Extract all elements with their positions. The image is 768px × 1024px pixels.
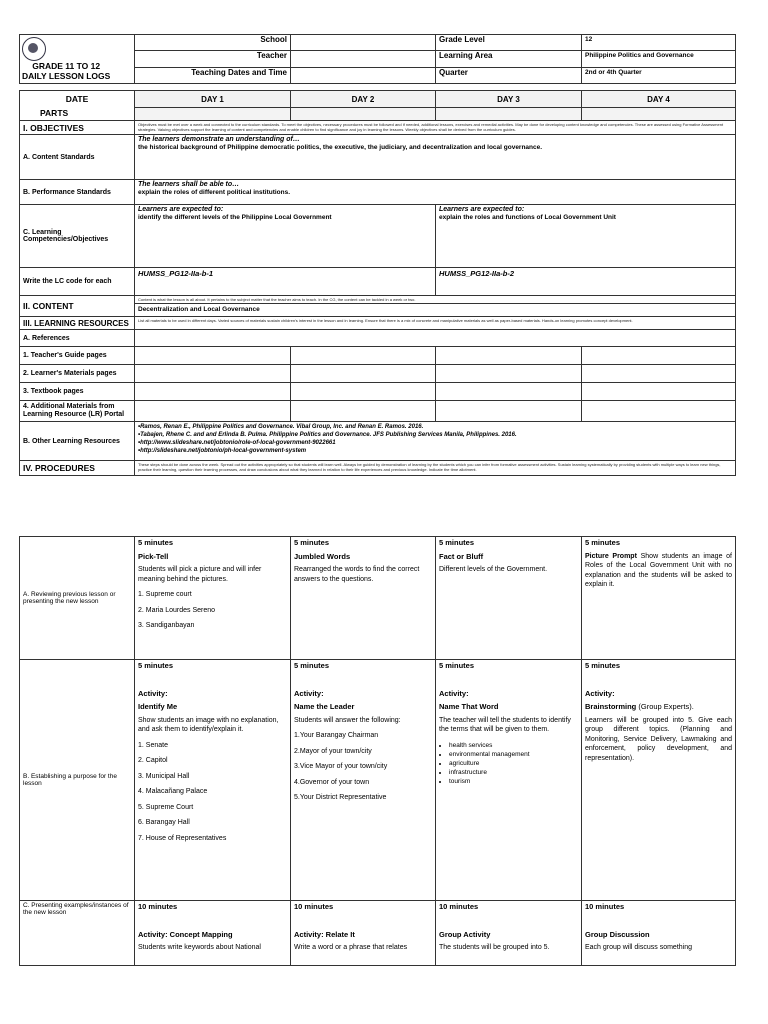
- parts-label: PARTS: [40, 107, 69, 118]
- date-parts-cell: [20, 91, 135, 121]
- purpose-d2-time: 5 minutes: [294, 661, 330, 670]
- purpose-d3-time: 5 minutes: [439, 661, 475, 670]
- review-day-2: [291, 537, 436, 660]
- purpose-day-1: [135, 660, 291, 901]
- tb-day-1: [135, 383, 291, 401]
- lm-day-2: [291, 365, 436, 383]
- lr-day-4: [582, 401, 736, 422]
- learning-resources-label: III. LEARNING RESOURCES: [20, 317, 135, 330]
- purpose-day-2: [291, 660, 436, 901]
- content-standards-label: A. Content Standards: [20, 135, 135, 180]
- school-value: [291, 35, 436, 51]
- list-item: • tourism: [449, 777, 578, 786]
- school-label: School: [135, 35, 291, 51]
- competencies-cell-b: [436, 205, 736, 268]
- references-label: A. References: [20, 330, 135, 347]
- other-resources-label: B. Other Learning Resources: [20, 422, 135, 461]
- review-d1-item: 2. Maria Lourdes Sereno: [138, 606, 216, 614]
- review-d4-desc: Show students an image of Roles of the Local Government Unit with no explanation and the students will be asked to explain it.: [585, 552, 732, 588]
- presenting-d3-desc: The students will be grouped into 5.: [439, 944, 550, 951]
- purpose-d2-item: 2.Mayor of your town/city: [294, 747, 372, 755]
- document-title: GRADE 11 TO 12 DAILY LESSON LOGS: [22, 61, 111, 81]
- presenting-day-1: [135, 901, 291, 966]
- purpose-label: B. Establishing a purpose for the lesson: [20, 660, 135, 901]
- review-d2-desc: Rearranged the words to find the correct answers to the questions.: [294, 566, 420, 583]
- review-d4-time: 5 minutes: [585, 538, 621, 547]
- teacher-label: Teacher: [135, 51, 291, 67]
- other-resources-list: [135, 422, 736, 461]
- list-item: • health services: [449, 741, 578, 750]
- teachers-guide-label: 1. Teacher's Guide pages: [20, 347, 135, 365]
- day-4-date: [582, 108, 736, 121]
- teaching-dates-value: [291, 67, 436, 83]
- review-d1-desc: Students will pick a picture and will infer meaning behind the pictures.: [138, 566, 262, 583]
- learning-area-value: Philippine Politics and Governance: [582, 51, 736, 67]
- content-standards-cell: [135, 135, 736, 180]
- review-d2-time: 5 minutes: [294, 538, 330, 547]
- grade-level-value: 12: [582, 35, 736, 51]
- purpose-d2-title: Name the Leader: [294, 702, 355, 711]
- performance-standards-lead: The learners shall be able to…: [138, 181, 240, 188]
- content-standards-text: the historical background of Philippine democratic politics, the executive, the judiciary, and decentralization and local governance.: [138, 144, 543, 151]
- presenting-d4-title: Group Discussion: [585, 929, 650, 939]
- competencies-text-a: identify the different levels of the Philippine Local Government: [138, 214, 332, 221]
- other-resource-link[interactable]: •http://www.slideshare.net/jobtonio/role-of-local-government-9022661: [138, 440, 336, 446]
- tg-day-1: [135, 347, 291, 365]
- lr-day-3: [436, 401, 582, 422]
- review-d1-item: 1. Supreme court: [138, 591, 192, 598]
- review-d4-title: Picture Prompt: [585, 552, 637, 560]
- spacer-row: [20, 84, 736, 91]
- presenting-d2-time: 10 minutes: [294, 902, 334, 911]
- purpose-d4-desc: Learners will be grouped into 5. Give each group different topics. (Planning and Monitoring, Service Delivery, Lawmaking and enforcement, policy development, and representation).: [585, 716, 732, 762]
- review-day-3: [436, 537, 582, 660]
- purpose-day-4: [582, 660, 736, 901]
- other-resource-item: •Tabajen, Rhene C. and and Erlinda B. Pulma. Philippine Politics and Governance. JFS Publishing Services Manila, Philippines. 2016.: [138, 432, 517, 438]
- presenting-d1-time: 10 minutes: [138, 902, 178, 911]
- content-standards-lead: The learners demonstrate an understanding of…: [138, 136, 300, 143]
- review-label: A. Reviewing previous lesson or presenting the new lesson: [20, 537, 135, 660]
- day-4-header: DAY 4: [582, 91, 736, 108]
- purpose-d2-item: 1.Your Barangay Chairman: [294, 732, 379, 739]
- lr-day-2: [291, 401, 436, 422]
- procedures-label: IV. PROCEDURES: [20, 461, 135, 476]
- competencies-lead-a: Learners are expected to:: [138, 206, 224, 213]
- content-note: Content is what the lesson is all about. It pertains to the subject matter that the teacher aims to teach. In the CG, the content can be tackled in a week or two.: [135, 296, 736, 304]
- day-1-date: [135, 108, 291, 121]
- objectives-label: I. OBJECTIVES: [20, 121, 135, 135]
- day-2-header: DAY 2: [291, 91, 436, 108]
- tg-day-3: [436, 347, 582, 365]
- purpose-d4-activity: Activity:: [585, 688, 615, 698]
- presenting-d2-title: Activity: Relate It: [294, 929, 355, 939]
- teacher-value: [291, 51, 436, 67]
- review-d1-time: 5 minutes: [138, 538, 174, 547]
- day-1-header: DAY 1: [135, 91, 291, 108]
- other-resource-link[interactable]: •http://slideshare.net/jobtonio/ph-local-government-system: [138, 448, 307, 454]
- presenting-day-4: [582, 901, 736, 966]
- content-label: II. CONTENT: [20, 296, 135, 317]
- tg-day-4: [582, 347, 736, 365]
- other-resource-item: •Ramos, Renan E., Philippine Politics and Governance. Vibal Group, Inc. and Renan E. Ramos. 2016.: [138, 424, 424, 430]
- tb-day-3: [436, 383, 582, 401]
- presenting-day-3: [436, 901, 582, 966]
- purpose-d2-item: 4.Governor of your town: [294, 778, 370, 786]
- presenting-d1-desc: Students write keywords about National: [138, 944, 261, 951]
- quarter-label: Quarter: [436, 67, 582, 83]
- review-d3-title: Fact or Bluff: [439, 551, 484, 561]
- review-d1-title: Pick-Tell: [138, 551, 169, 561]
- purpose-d4-title-suffix: (Group Experts).: [638, 702, 694, 711]
- performance-standards-text: explain the roles of different political institutions.: [138, 189, 291, 196]
- presenting-d4-desc: Each group will discuss something: [585, 944, 692, 951]
- purpose-d2-item: 3.Vice Mayor of your town/city: [294, 763, 388, 770]
- purpose-day-3: [436, 660, 582, 901]
- purpose-d1-desc: Show students an image with no explanation, and ask them to identify/explain it.: [138, 716, 279, 733]
- purpose-d1-item: 7. House of Representatives: [138, 834, 227, 842]
- purpose-d3-activity: Activity:: [439, 688, 469, 698]
- references-cell: [135, 330, 736, 347]
- lc-code-a: HUMSS_PG12-IIa-b-1: [135, 268, 436, 296]
- presenting-d3-time: 10 minutes: [439, 902, 479, 911]
- performance-standards-label: B. Performance Standards: [20, 180, 135, 205]
- lc-code-b: HUMSS_PG12-IIa-b-2: [436, 268, 736, 296]
- review-d1-item: 3. Sandiganbayan: [138, 622, 195, 629]
- presenting-day-2: [291, 901, 436, 966]
- purpose-d1-time: 5 minutes: [138, 661, 174, 670]
- procedures-note: These steps should be done across the week. Spread out the activities appropriately so that students will learn well. Always be guided by demonstration of learning by the students which you can infer from formative assessment activities. Sustain learning systematically by providing students with multiple ways to learn new things, practice their learning, question their learning processes, and draw conclusions about what they learned in relation to their life experiences and previous knowledge. Indicate the time allotment.: [135, 461, 736, 476]
- performance-standards-cell: [135, 180, 736, 205]
- lr-day-1: [135, 401, 291, 422]
- learning-area-label: Learning Area: [436, 51, 582, 67]
- presenting-d1-title: Activity: Concept Mapping: [138, 929, 233, 939]
- tb-day-4: [582, 383, 736, 401]
- day-3-header: DAY 3: [436, 91, 582, 108]
- procedures-sheet: [19, 536, 736, 966]
- tg-day-2: [291, 347, 436, 365]
- presenting-d4-time: 10 minutes: [585, 902, 625, 911]
- review-day-4: [582, 537, 736, 660]
- deped-seal-icon: [22, 37, 46, 61]
- purpose-d1-item: 5. Supreme Court: [138, 803, 194, 811]
- list-item: • infrastructure: [449, 768, 578, 777]
- lr-portal-label: 4. Additional Materials from Learning Resource (LR) Portal: [20, 401, 135, 422]
- competencies-label: C. Learning Competencies/Objectives: [20, 205, 135, 268]
- purpose-d4-title: Brainstorming: [585, 702, 637, 711]
- competencies-text-b: explain the roles and functions of Local Government Unit: [439, 214, 616, 221]
- learners-materials-label: 2. Learner's Materials pages: [20, 365, 135, 383]
- day-2-date: [291, 108, 436, 121]
- purpose-d1-item: 3. Municipal Hall: [138, 772, 190, 780]
- lc-code-label: Write the LC code for each: [20, 268, 135, 296]
- purpose-d1-item: 1. Senate: [138, 741, 168, 749]
- purpose-d4-time: 5 minutes: [585, 661, 621, 670]
- purpose-d3-desc: The teacher will tell the students to identify the terms that will be given to them.: [439, 716, 571, 733]
- purpose-d1-item: 4. Malacañang Palace: [138, 788, 208, 795]
- purpose-d2-activity: Activity:: [294, 688, 324, 698]
- purpose-d1-item: 6. Barangay Hall: [138, 819, 190, 826]
- learning-resources-note: List all materials to be used in different days. Varied sources of materials sustain children's interest in the lesson and in learning. Ensure that there is a mix of concrete and manipulative materials as well as paper-based materials. Hands-on learning promotes concept development.: [135, 317, 736, 330]
- purpose-d2-item: 5.Your District Representative: [294, 794, 387, 801]
- purpose-d3-title: Name That Word: [439, 702, 499, 711]
- day-3-date: [436, 108, 582, 121]
- lm-day-1: [135, 365, 291, 383]
- list-item: • environmental management: [449, 750, 578, 759]
- review-d3-desc: Different levels of the Government.: [439, 566, 548, 573]
- lesson-log-header-sheet: [19, 34, 736, 476]
- competencies-cell-a: [135, 205, 436, 268]
- competencies-lead-b: Learners are expected to:: [439, 206, 525, 213]
- purpose-d2-desc: Students will answer the following:: [294, 716, 401, 724]
- header-logo-cell: [20, 35, 135, 84]
- purpose-d1-item: 2. Capitol: [138, 757, 168, 764]
- review-d2-title: Jumbled Words: [294, 551, 351, 561]
- purpose-d1-activity: Activity:: [138, 688, 168, 698]
- presenting-label: C. Presenting examples/instances of the new lesson: [20, 901, 135, 966]
- review-d3-time: 5 minutes: [439, 538, 475, 547]
- presenting-d3-title: Group Activity: [439, 929, 491, 939]
- tb-day-2: [291, 383, 436, 401]
- teaching-dates-label: Teaching Dates and Time: [135, 67, 291, 83]
- presenting-d2-desc: Write a word or a phrase that relates: [294, 944, 408, 951]
- review-day-1: [135, 537, 291, 660]
- purpose-d3-list: [439, 741, 578, 786]
- grade-level-label: Grade Level: [436, 35, 582, 51]
- content-text: Decentralization and Local Governance: [135, 304, 736, 317]
- textbook-label: 3. Textbook pages: [20, 383, 135, 401]
- purpose-d1-title: Identify Me: [138, 702, 178, 711]
- list-item: • agriculture: [449, 759, 578, 768]
- lm-day-3: [436, 365, 582, 383]
- lm-day-4: [582, 365, 736, 383]
- date-label: DATE: [65, 93, 89, 104]
- objectives-note: Objectives must be met over a week and connected to the curriculum standards. To meet the objectives, necessary procedures must be followed and if needed, additional lessons, exercises and remedial activities. May be done for developing content knowledge and competencies. These are assessed using Formative Assessment strategies. Valuing objectives support the learning of content and competencies and enable children to find significance and joy in learning the lessons. Weekly objectives shall be derived from the curriculum guides.: [135, 121, 736, 135]
- quarter-value: 2nd or 4th Quarter: [582, 67, 736, 83]
